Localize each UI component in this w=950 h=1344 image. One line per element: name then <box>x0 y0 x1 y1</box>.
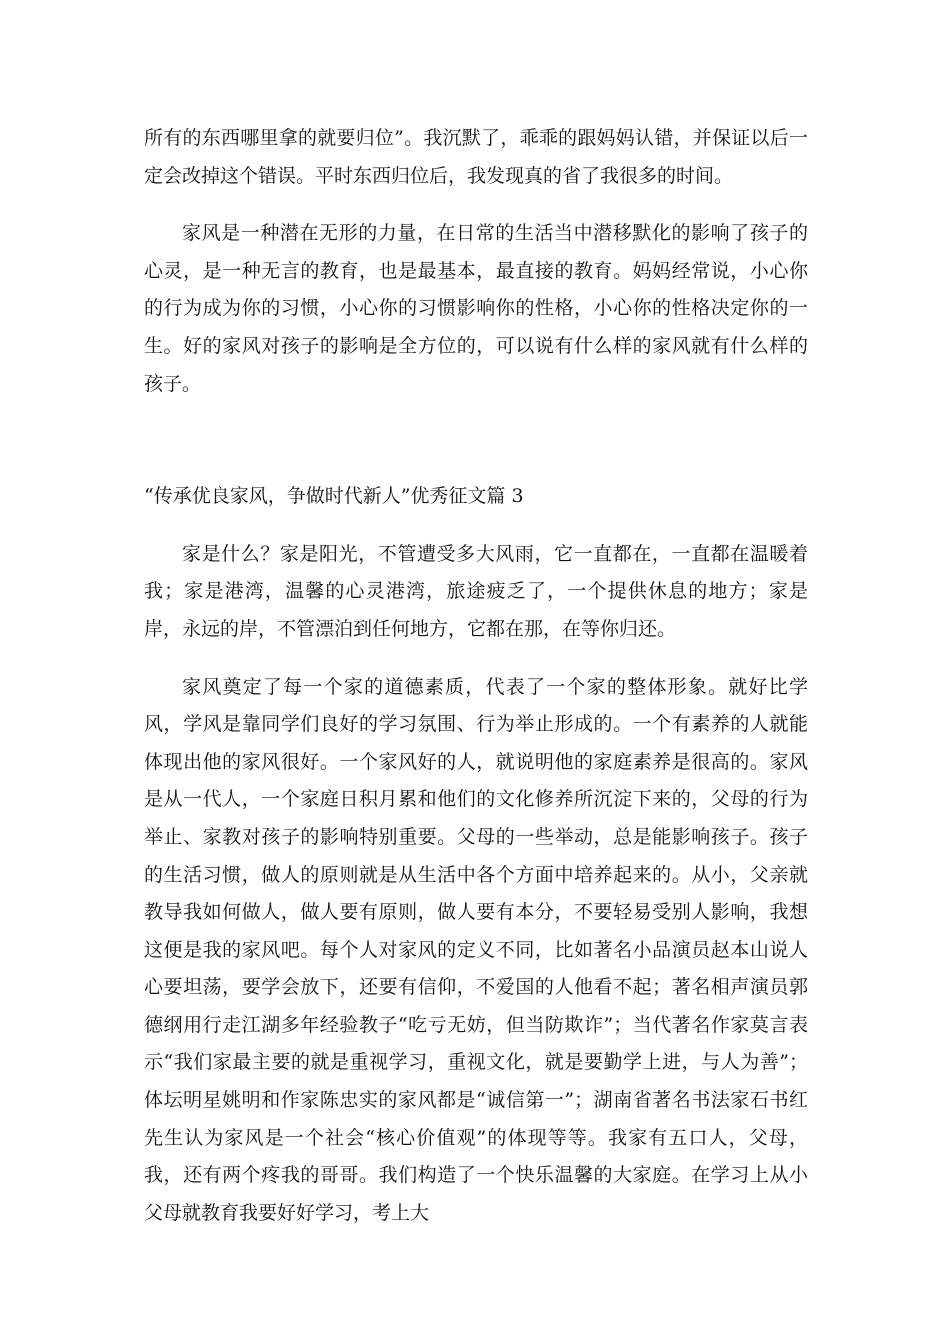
paragraph-family-style: 家风是一种潜在无形的力量，在日常的生活当中潜移默化的影响了孩子的心灵，是一种无言的教育，也是最基本，最直接的教育。妈妈经常说，小心你的行为成为你的习惯，小心你的习惯影响你的性格，小心你的性格决定你的一生。好的家风对孩子的影响是全方位的，可以说有什么样的家风就有什么样的孩子。 <box>144 222 808 395</box>
paragraph-continuation: 所有的东西哪里拿的就要归位”。我沉默了，乖乖的跟妈妈认错，并保证以后一定会改掉这个错误。平时东西归位后，我发现真的省了我很多的时间。 <box>144 127 808 187</box>
paragraph-what-is-home: 家是什么？家是阳光，不管遭受多大风雨，它一直都在，一直都在温暖着我；家是港湾，温馨的心灵港湾，旅途疲乏了，一个提供休息的地方；家是岸，永远的岸，不管漂泊到任何地方，它都在那，在等你归还。 <box>144 542 808 640</box>
document-page <box>144 120 808 1232</box>
paragraph-family-values: 家风奠定了每一个家的道德素质，代表了一个家的整体形象。就好比学风，学风是靠同学们良好的学习氛围、行为举止形成的。一个有素养的人就能体现出他的家风很好。一个家风好的人，就说明他的家庭素养是很高的。家风是从一代人，一个家庭日积月累和他们的文化修养所沉淀下来的，父母的行为举止、家教对孩子的影响特别重要。父母的一些举动，总是能影响孩子。孩子的生活习惯，做人的原则就是从生活中各个方面中培养起来的。从小，父亲就教导我如何做人，做人要有原则，做人要有本分，不要轻易受别人影响，我想这便是我的家风吧。每个人对家风的定义不同，比如著名小品演员赵本山说人心要坦荡，要学会放下，还要有信仰，不爱国的人他看不起；著名相声演员郭德纲用行走江湖多年经验教子“吃亏无妨，但当防欺诈”；当代著名作家莫言表示“我们家最主要的就是重视学习，重视文化，就是要勤学上进，与人为善”；体坛明星姚明和作家陈忠实的家风都是“诚信第一”；湖南省著名书法家石书红先生认为家风是一个社会“核心价值观”的体现等等。我家有五口人，父母，我，还有两个疼我的哥哥。我们构造了一个快乐温馨的大家庭。在学习上从小父母就教育我要好好学习，考上大 <box>144 675 808 1224</box>
section-heading: “传承优良家风，争做时代新人”优秀征文篇 3 <box>144 485 524 508</box>
